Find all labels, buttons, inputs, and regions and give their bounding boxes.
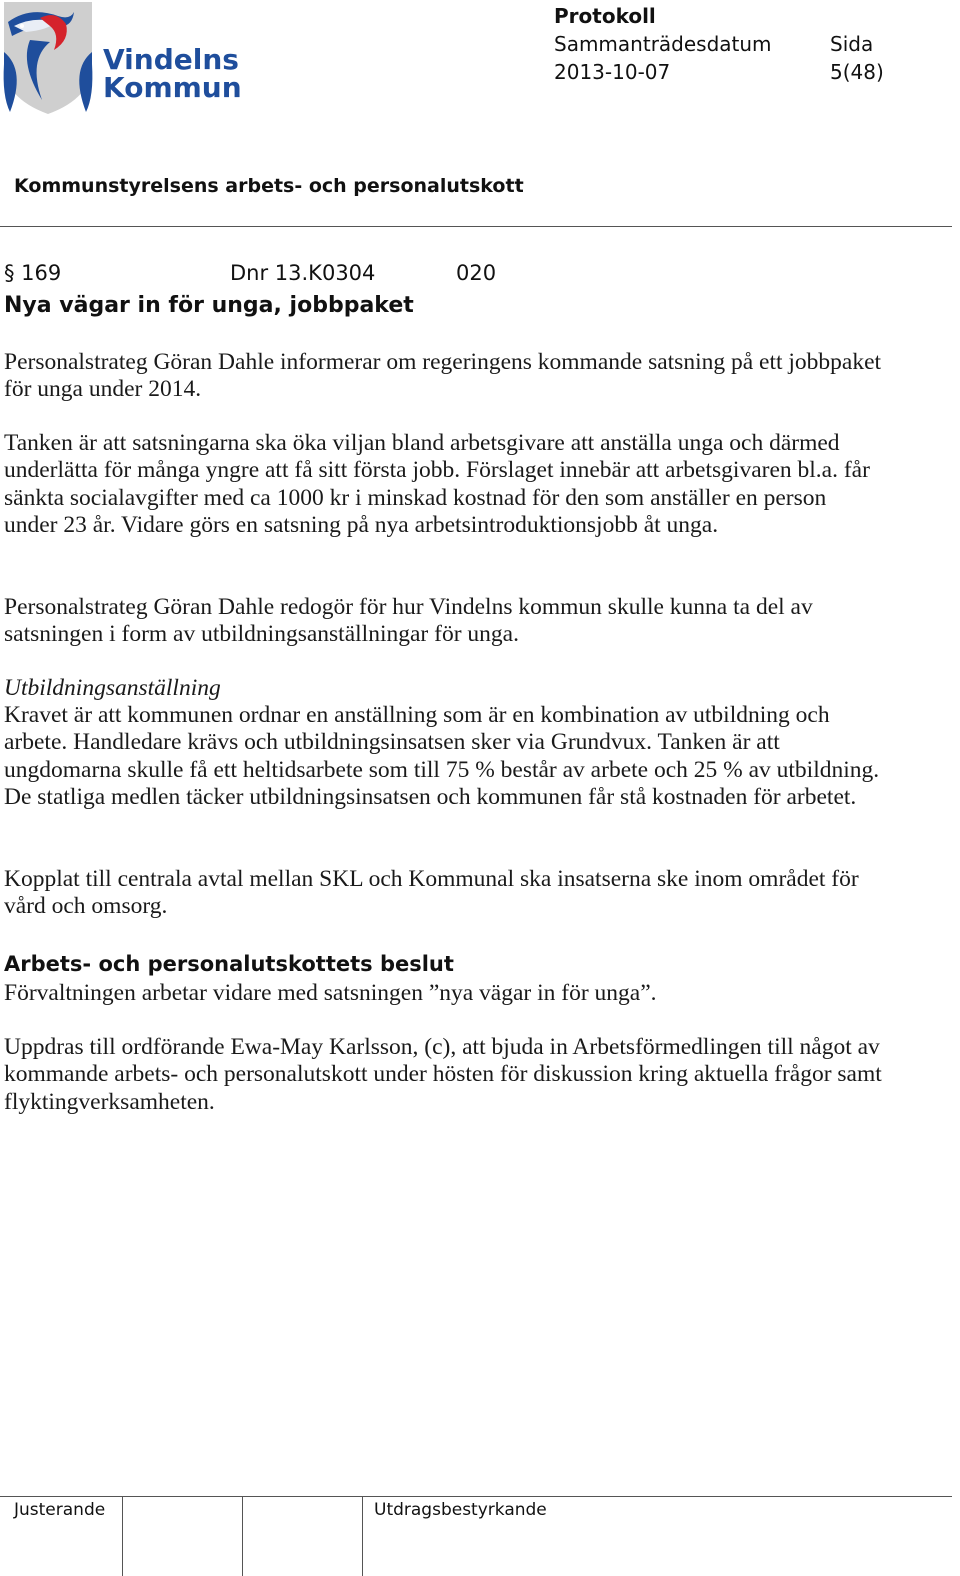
footer-cell-divider [242,1496,243,1576]
logo-text-line1: Vindelns [103,43,239,76]
meeting-date: 2013-10-07 [554,60,671,84]
paragraph-1: Personalstrateg Göran Dahle informerar om regeringens kommande satsning på ett jobbpaket för unga under 2014. [4,349,882,403]
paragraph-5: Kopplat till centrala avtal mellan SKL och Kommunal ska insatserna ske inom området för vård och omsorg. [4,866,859,920]
item-dnr: Dnr 13.K0304 [230,261,376,285]
page-number: 5(48) [830,60,884,84]
footer-cell-divider [362,1496,363,1576]
coat-of-arms-icon [0,0,100,118]
paragraph-7: Uppdras till ordförande Ewa-May Karlsson, (c), att bjuda in Arbetsförmedlingen till något av kommande arbets- och personalutskott under hösten för diskussion kring aktuella frågor samt flyktingverksamheten. [4,1034,882,1115]
meeting-date-label: Sammanträdesdatum [554,32,772,56]
document-type: Protokoll [554,4,656,28]
paragraph-4: Kravet är att kommunen ordnar en anställning som är en kombination av utbildning och arbete. Handledare krävs och utbildningsinsatsen sker via Grundvux. Tanken är att ungdomarna skulle få ett heltidsarbete som till 75 % består av arbete och 25 % av utbildning. De statliga medlen täcker utbildningsinsatsen och kommunen får stå kostnaden för arbetet. [4,702,880,810]
item-paragraph-number: § 169 [4,261,62,285]
footer-divider [0,1496,952,1497]
footer-utdrag-label: Utdragsbestyrkande [374,1500,547,1520]
page-label: Sida [830,32,874,56]
item-code: 020 [456,261,497,285]
header-divider [0,226,952,227]
footer-justerande-label: Justerande [14,1500,106,1520]
section-heading-utbildning: Utbildningsanställning [4,675,221,701]
footer-cell-divider [122,1496,123,1576]
item-title: Nya vägar in för unga, jobbpaket [4,293,414,318]
committee-name: Kommunstyrelsens arbets- och personalutskott [14,175,524,197]
logo-text-line2: Kommun [103,71,242,104]
paragraph-3: Personalstrateg Göran Dahle redogör för hur Vindelns kommun skulle kunna ta del av satsningen i form av utbildningsanställningar för unga. [4,594,813,648]
decision-heading: Arbets- och personalutskottets beslut [4,952,454,976]
paragraph-6: Förvaltningen arbetar vidare med satsningen ”nya vägar in för unga”. [4,980,657,1006]
municipality-logo [0,0,250,118]
paragraph-2: Tanken är att satsningarna ska öka viljan bland arbetsgivare att anställa unga och därmed underlätta för många yngre att få sitt första jobb. Förslaget innebär att arbetsgivaren bl.a. får sänkta socialavgifter med ca 1000 kr i minskad kostnad för den som anställer en person under 23 år. Vidare görs en satsning på nya arbetsintroduktionsjobb åt unga. [4,430,870,538]
